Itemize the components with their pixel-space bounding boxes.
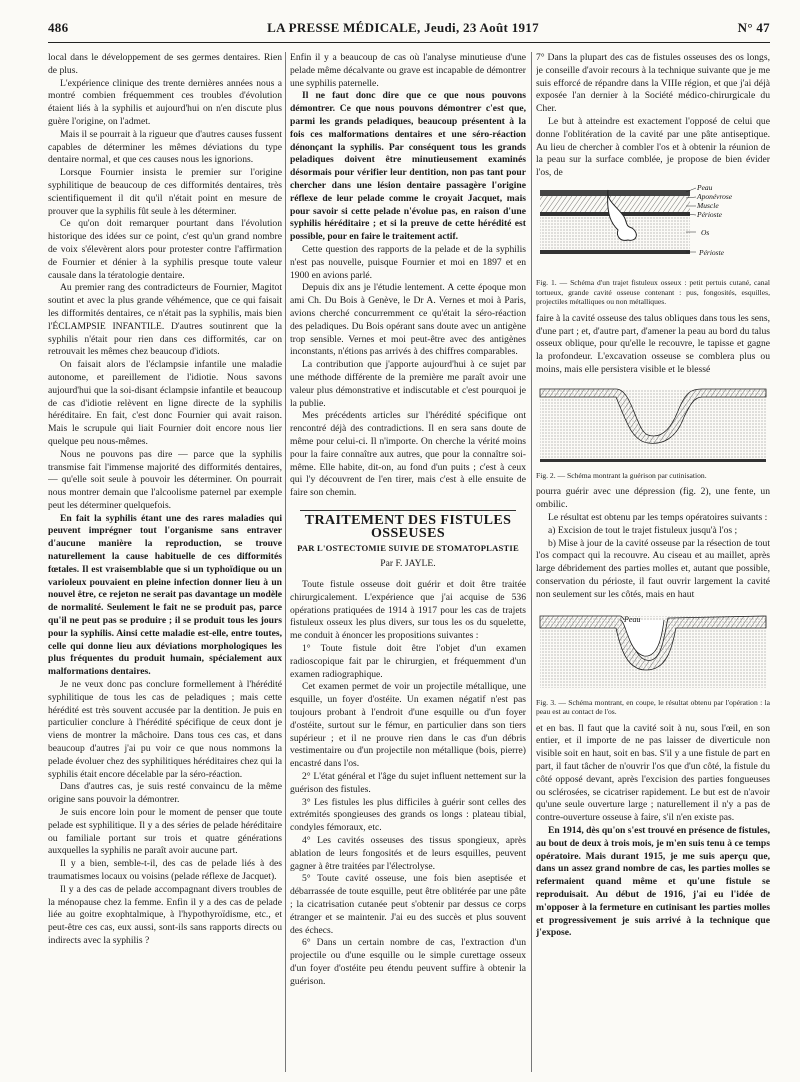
paragraph: Je ne veux donc pas conclure formellement à l'hérédité syphilitique de tous les cas de peladiques ; mais cette hérédité est très souvent accusée par la dentition. Je puis en particulier conclure à l'hérédité spécifique de ceux dont je viens de montrer la mâchoire. Dans tous ces cas, et dans beaucoup d'autres j'ai pu voir ce que nous nommons la pelade évoluer chez des syphilitiques héréditaires chez qui la syphilis était encore décelable par la séro-réaction. [48,679,282,780]
fig1-label: Aponévrose [697,191,733,201]
article-title: TRAITEMENT DES FISTULES OSSEUSES [304,512,512,541]
bone-body [540,389,766,461]
paragraph: a) Excision de tout le trajet fistuleux jusqu'à l'os ; [548,524,738,536]
page-number: 486 [48,20,69,35]
paragraph: On faisait alors de l'éclampsie infantile une maladie autonome, et pareillement de l'idiotie. Nous savons aujourd'hui que la soi-disant éclampsie infantile et beaucoup de cas d'idiotie relèvent en ligne directe de la syphilis héréditaire. En fait, c'est donc Fournier qui avait raison. Mais le scrupule qui liait Fournier doit encore nous lier quelque peu nous-mêmes. [48,359,282,447]
column-3 [536,52,770,1072]
paragraph: 7° Dans la plupart des cas de fistules osseuses des os longs, je conseille d'avoir recours à la technique suivante que je me suis efforcé de répandre dans la VIIIe région, et que j'ai déjà exposée l'an dernier à la Société médico-chirurgicale du Cher. [536,52,770,115]
paragraph: 6° Dans un certain nombre de cas, l'extraction d'un projectile ou d'une esquille ou le simple curettage osseux d'un foyer d'ostéite peu étendu peuvent suffire à obtenir la guérison. [290,937,526,987]
paragraph: Depuis dix ans je l'étudie lentement. A cette époque mon ami Ch. Du Bois à Genève, le Dr A. Vernes et moi à Paris, avions cherché concurremment ce qu'était la séro-réaction des peladiques. Du Bois opérant sans doute avec un antigène trop sensible. Vernes et moi peut-être avec des antigènes inconstants, n'étions pas arrivés à des chiffres comparables. [290,282,526,358]
paragraph: En fait la syphilis étant une des rares maladies qui peuvent imprégner tout l'organisme sans entraver d'aucune manière la reproduction, se trouve naturellement la cause habituelle de ces difformités fœtales. Il est vraisemblable que si un typhoïdique ou un varioleux pouvaient en pleine infection donner lieu à un nouvel être, ce rejeton ne serait pas davantage un modèle de normalité. Seulement le fait ne se produit pas, parce qu'il ne peut pas se produire ; il se produit tous les jours pour la syphilis. Ainsi cette maladie est-elle, entre toutes, celle qui donne lieu aux déviations morphologiques les plus fréquentes du produit humain, spécialement aux malformations dentaires. [48,512,282,678]
paragraph: Nous ne pouvons pas dire — parce que la syphilis transmise fait l'immense majorité des difformités dentaires, — qu'elle soit seule à pouvoir les déterminer. On pourrait nous montrer demain que l'alcoolisme paternel par exemple peut les déterminer quelquefois. [48,448,282,511]
fig1-label: Os [701,227,710,237]
paragraph: b) Mise à jour de la cavité osseuse par la résection de tout l'os compact qui la recouvre. Au ciseau et au maillet, après large débridement des parties molles et, autant que possible, conservation du périoste, il faut ouvrir largement la cavité non seulement sur les côtés, mais en haut [536,537,770,600]
paragraph: Le but à atteindre est exactement l'opposé de celui que donne l'oblitération de la cavité par une pâte antiseptique. Au lieu de chercher à combler l'os et à obtenir la réunion de la peau sur la surface comblée, je propose de bien évider l'os, de [536,115,770,179]
paragraph: Enfin il y a beaucoup de cas où l'analyse minutieuse d'une pelade même décalvante ou grave est incapable de démontrer une syphilis paternelle. [290,52,526,89]
paragraph: Il y a des cas de pelade accompagnant divers troubles de la ménopause chez la femme. Enfin il y a des cas de pelade liée au goitre exophtalmique, à l'hypothyroïdisme, etc., et peut-être ces cas, eux aussi, sont-ils sans rapports directs ou indirects avec la syphilis ? [48,883,282,946]
figure-3-caption: Fig. 3. — Schéma montrant, en coupe, le résultat obtenu par l'opération : la peau est au contact de l'os. [536,697,770,717]
fig3-label: Peau [624,614,641,624]
paragraph: L'expérience clinique des trente dernières années nous a montré combien fréquemment ces troubles d'évolution étaient liés à la syphilis et aujourd'hui on n'en discute plus guère l'origine, on l'admet. [48,77,282,127]
figure-2-diagram [536,381,770,469]
periosteum-bottom [540,250,690,254]
paragraph: La contribution que j'apporte aujourd'hui à ce sujet par une méthode différente de la première me paraît avoir une valeur plus démonstrative et indiscutable et c'est pourquoi je la publie. [290,359,526,409]
periosteum-line [540,459,766,462]
paragraph: Cet examen permet de voir un projectile métallique, une esquille, un foyer d'ostéite. Un examen négatif n'est pas toujours probant à l'endroit d'une esquille ou d'un foyer d'ostéite, surtout sur le fémur, en particulier dans son tiers supérieur ; et il ne prouve rien dans le cas d'un débris vestimentaire ou d'un projectile non métallique (bois, pierre) encastré dans l'os. [290,681,526,770]
article-subtitle: PAR L'OSTECTOMIE SUIVIE DE STOMATOPLASTIE [297,543,519,554]
paragraph: Cette question des rapports de la pelade et de la syphilis n'est pas nouvelle, puisque Fournier et moi en 1897 et en 1900 en avions parlé. [290,243,526,281]
skin-layer [540,190,690,196]
aponeurosis-layer [540,196,690,202]
paragraph: 2° L'état général et l'âge du sujet influent nettement sur la guérison des fistules. [290,771,526,795]
paragraph: Il ne faut donc dire que ce que nous pouvons démontrer. Ce que nous pouvons démontrer c'est que, parmi les grands peladiques, beaucoup présentent à la fois ces malformations dentaires et une séro-réaction dénonçant la syphilis. Par conséquent tous les grands peladiques doivent être minutieusement examinés désormais pour vérifier leur dentition, non pas tant pour chercher dans une lésion dentaire passagère l'origine réflexe de leur pelade comme le croyait Jacquet, mais pour savoir si cette pelade n'évolue pas, en raison d'une syphilis héréditaire ; et si la preuve de cette hérédité est possible, pour en faire le traitement actif. [290,90,526,243]
article-heading [290,510,526,571]
paragraph: Je suis encore loin pour le moment de penser que toute pelade est syphilitique. Il y a des séries de pelade héréditaire ou familiale portant sur trois et quatre générations auxquelles la syphilis ne paraît avoir aucune part. [48,807,282,857]
figure-2 [536,381,770,481]
title-rule [300,510,516,511]
paragraph: Dans d'autres cas, je suis resté convaincu de la même origine sans pouvoir la démontrer. [48,781,282,806]
paragraph: 1° Toute fistule doit être l'objet d'un examen radioscopique fait par le chirurgien, et fréquemment d'un examen radiographique. [290,643,526,680]
figure-1 [536,184,770,307]
column-divider [531,52,532,1072]
paragraph: Ce qu'on doit remarquer pourtant dans l'évolution historique des idées sur ce point, c'est qu'un grand nombre de voix s'élevèrent alors pour protester contre l'affirmation de Fournier et dénier à la syphilis presque toute valeur causale dans la tératologie dentaire. [48,218,282,281]
paragraph: 5° Toute cavité osseuse, une fois bien aseptisée et débarrassée de toute esquille, peut être oblitérée par une pâte ; la cicatrisation cutanée peut s'obtenir par dessus ce corps étranger et se maintenir. J'ai eu des succès et plus souvent des échecs. [290,873,526,936]
paragraph: Au premier rang des contradicteurs de Fournier, Magitot soutint et avec la plus grande véhémence, que ce qui faisait les difformités dentaires, ce n'était pas la syphilis, mais bien l'ÉCLAMPSIE INFANTILE. D'autres soutinrent que la syphilis n'était pour rien dans ces difformités, car on retrouvait les mêmes chez beaucoup d'idiots. [48,282,282,358]
paragraph: Mes précédents articles sur l'hérédité spécifique ont rencontré déjà des contradictions. Il en sera sans doute de même pour celui-ci. Il n'importe. On cherche la vérité moins pour la faire connaître aux autres, que pour la connaître soi-même. Elle habite, dit-on, au fond d'un puits ; c'est à ceux qui l'y découvrent de l'en tirer, mais c'est à elle ensuite de faire son chemin. [290,410,526,499]
column-divider [285,52,286,1072]
figure-1-diagram [536,184,770,276]
paragraph: Le résultat est obtenu par les temps opératoires suivants : [548,511,768,523]
column-2 [290,52,526,1072]
journal-title: LA PRESSE MÉDICALE, Jeudi, 23 Août 1917 [267,20,539,35]
paragraph: 4° Les cavités osseuses des tissus spongieux, après ablation de leurs fongosités et de leurs esquilles, peuvent gagner à être traitées par l'électrolyse. [290,835,526,872]
fig1-label: Peau [697,183,713,192]
header-rule [48,42,770,43]
paragraph: Lorsque Fournier insista le premier sur l'origine syphilitique de beaucoup de ces difformités dentaires, très scientifiquement il dit qu'il n'était point en mesure de prouver que la syphilis fût seule à les déterminer. [48,167,282,217]
figure-2-caption: Fig. 2. — Schéma montrant la guérison par cutinisation. [536,470,707,480]
paragraph: 3° Les fistules les plus difficiles à guérir sont celles des extrémités spongieuses des grands os longs : plateau tibial, condyles fémoraux, etc. [290,796,526,834]
issue-number: N° 47 [737,20,770,35]
fig1-label: Périoste [699,247,724,257]
figure-1-caption: Fig. 1. — Schéma d'un trajet fistuleux osseux : petit pertuis cutané, canal tortueux, grande cavité osseuse contenant : pus, fongosités, esquilles, projectiles métalliques ou non métalliques. [536,277,770,307]
fig1-label: Périoste [697,209,722,219]
paragraph: Il y a bien, semble-t-il, des cas de pelade liés à des traumatismes locaux ou voisins (pelade réflexe de Jacquet). [48,858,282,882]
paragraph: Mais il se pourrait à la rigueur que d'autres causes fussent capables de déterminer les mêmes déviations du type dentaire normal, et que ces causes nous les ignorions. [48,128,282,166]
article-author: Par F. JAYLE. [380,558,436,570]
paragraph: faire à la cavité osseuse des talus obliques dans tous les sens, d'une part ; et, d'autre part, d'amener la peau au bord du talus osseux oblique, pour qu'elle le recouvre, le tapisse et gagne la profondeur. L'excavation osseuse se comblera plus ou moins, mais elle persistera visible et le blessé [536,312,770,375]
figure-3 [536,606,770,717]
column-1 [48,52,282,1072]
paragraph: local dans le développement de ses germes dentaires. Rien de plus. [48,52,282,76]
paragraph: En 1914, dès qu'on s'est trouvé en présence de fistules, au bout de deux à trois mois, je m'en suis tenu à ce temps opératoire. Mais durant 1915, je me suis aperçu que, dans un assez grand nombre de cas, les parties molles se refermaient quand même et qu'une fistule se reproduisait. Au début de 1916, j'ai eu l'idée de m'opposer à la fermeture en cutinisant les parties molles et progressivement je suis arrivé à la technique que j'expose. [536,825,770,939]
paragraph: pourra guérir avec une dépression (fig. 2), une fente, un ombilic. [536,486,770,511]
paragraph: et en bas. Il faut que la cavité soit à nu, sous l'œil, en son entier, et il importe de ne pas laisser de diverticule non visible soit en haut, soit en bas. S'il y a une fistule de part en part, il faut tâcher de n'ouvrir l'os que d'un côté, la fistule du côté opposé devant, après l'excision des parties fongueuses ou sclérosées, se cicatriser rapidement. Le but est de n'avoir qu'une seule ouverture large ; naturellement il n'y a pas de contre-ouverture osseuse à faire, s'il n'en existe pas. [536,722,770,824]
fig1-label: Muscle [697,200,719,210]
paragraph: Toute fistule osseuse doit guérir et doit être traitée chirurgicalement. L'expérience que j'ai acquise de 536 opérations pratiquées de 1914 à 1917 pour les cas de trajets fistuleux osseux les plus divers, sur tous les os du squelette, me conduit à énoncer les propositions suivantes : [290,579,526,642]
page-header [48,20,770,42]
figure-3-diagram [536,606,770,696]
